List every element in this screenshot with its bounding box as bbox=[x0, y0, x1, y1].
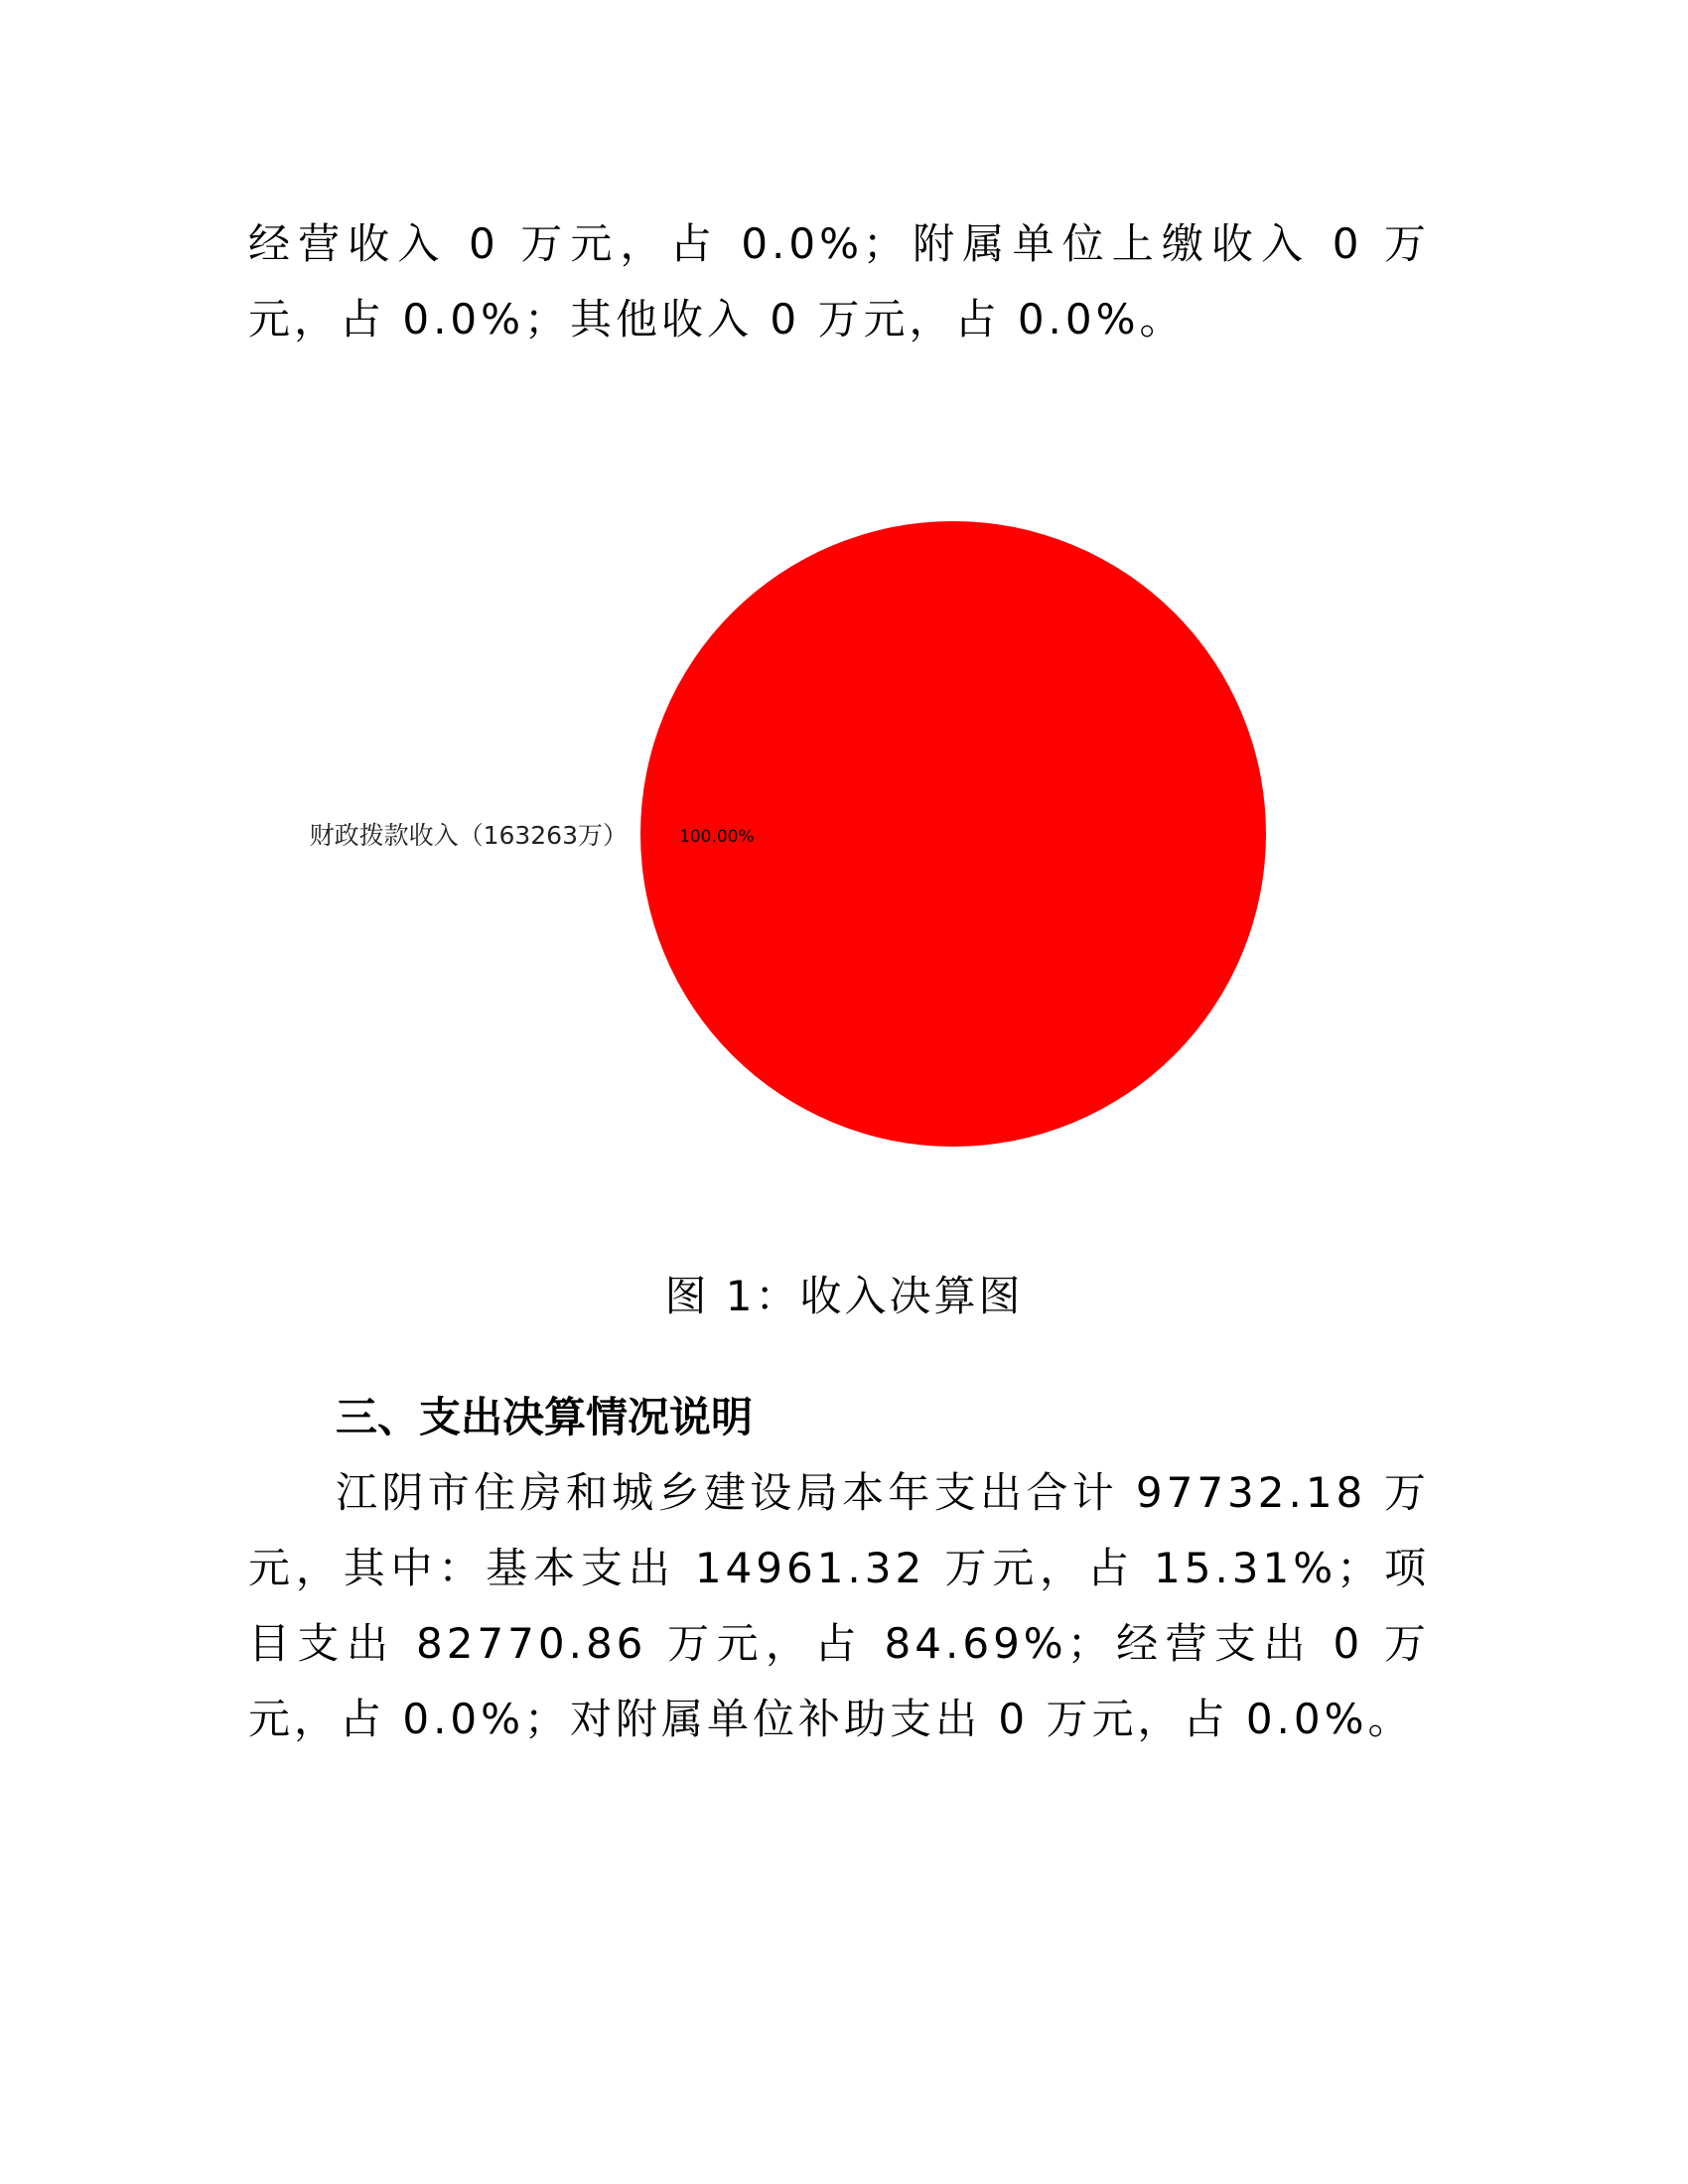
figure-caption: 图 1：收入决算图 bbox=[664, 1272, 1024, 1320]
expense-paragraph: 江阴市住房和城乡建设局本年支出合计 97732.18 万元，其中：基本支出 14961.32 万元，占 15.31%；项目支出 82770.86 万元，占 84.69%；经营支出 0 万元，占 0.0%；对附属单位补助支出 0 万元，占 0.0%。 bbox=[248, 1468, 1430, 1743]
income-paragraph-tail: 经营收入 0 万元，占 0.0%；附属单位上缴收入 0 万元，占 0.0%；其他收入 0 万元，占 0.0%。 bbox=[248, 219, 1430, 343]
pie-slice-percent-label: 100.00% bbox=[679, 827, 755, 847]
pie-slice-label: 财政拨款收入（163263万） bbox=[309, 821, 628, 850]
section-heading: 三、支出决算情况说明 bbox=[336, 1393, 754, 1441]
